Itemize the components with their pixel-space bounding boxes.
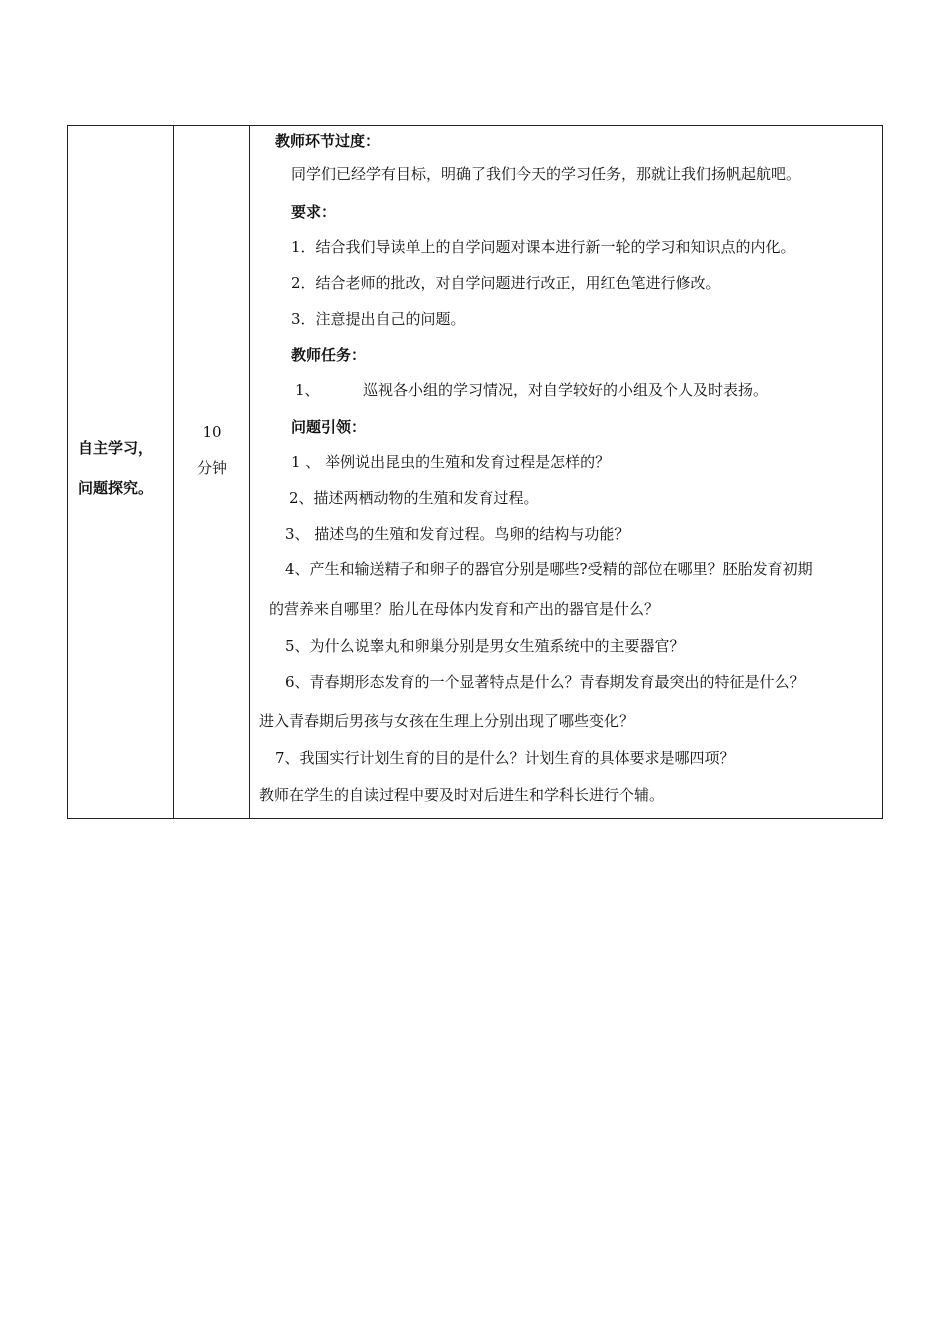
requirement-1: 1．结合我们导读单上的自学问题对课本进行新一轮的学习和知识点的内化。 <box>291 238 796 256</box>
transition-text: 同学们已经学有目标，明确了我们今天的学习任务，那就让我们扬帆起航吧。 <box>291 165 802 183</box>
heading-questions: 问题引领： <box>291 418 367 436</box>
heading-teacher-task: 教师任务： <box>291 346 367 364</box>
section-title-line1: 自主学习， <box>78 439 154 457</box>
heading-requirements: 要求： <box>291 203 337 221</box>
question-3: 3、 描述鸟的生殖和发育过程。鸟卵的结构与功能？ <box>285 525 630 543</box>
section-cell <box>68 126 173 818</box>
content-cell <box>251 126 882 818</box>
duration-number: 10 <box>202 423 222 441</box>
task-1-text: 巡视各小组的学习情况，对自学较好的小组及个人及时表扬。 <box>363 381 769 399</box>
question-4-line2: 的营养来自哪里？胎儿在母体内发育和产出的器官是什么？ <box>269 600 660 618</box>
requirement-2: 2．结合老师的批改，对自学问题进行改正，用红色笔进行修改。 <box>291 274 721 292</box>
question-1: 1 、 举例说出昆虫的生殖和发育过程是怎样的？ <box>291 453 611 471</box>
question-2: 2、描述两栖动物的生殖和发育过程。 <box>289 489 539 507</box>
duration-unit: 分钟 <box>196 459 227 477</box>
question-5: 5、为什么说睾丸和卵巢分别是男女生殖系统中的主要器官？ <box>285 637 685 655</box>
question-7: 7、我国实行计划生育的目的是什么？计划生育的具体要求是哪四项？ <box>275 749 735 767</box>
task-1-number: 1、 <box>295 381 320 399</box>
question-6-line2: 进入青春期后男孩与女孩在生理上分别出现了哪些变化？ <box>259 712 635 730</box>
heading-transition: 教师环节过度： <box>275 132 381 150</box>
lesson-table <box>67 125 883 819</box>
requirement-3: 3．注意提出自己的问题。 <box>291 310 466 328</box>
closing-note: 教师在学生的自读过程中要及时对后进生和学科长进行个辅。 <box>259 786 665 804</box>
question-6-line1: 6、青春期形态发育的一个显著特点是什么？青春期发育最突出的特征是什么？ <box>285 673 805 691</box>
section-title-line2: 问题探究。 <box>78 479 154 497</box>
duration-cell <box>174 126 250 818</box>
question-4-line1: 4、产生和输送精子和卵子的器官分别是哪些?受精的部位在哪里？胚胎发育初期 <box>285 560 813 578</box>
